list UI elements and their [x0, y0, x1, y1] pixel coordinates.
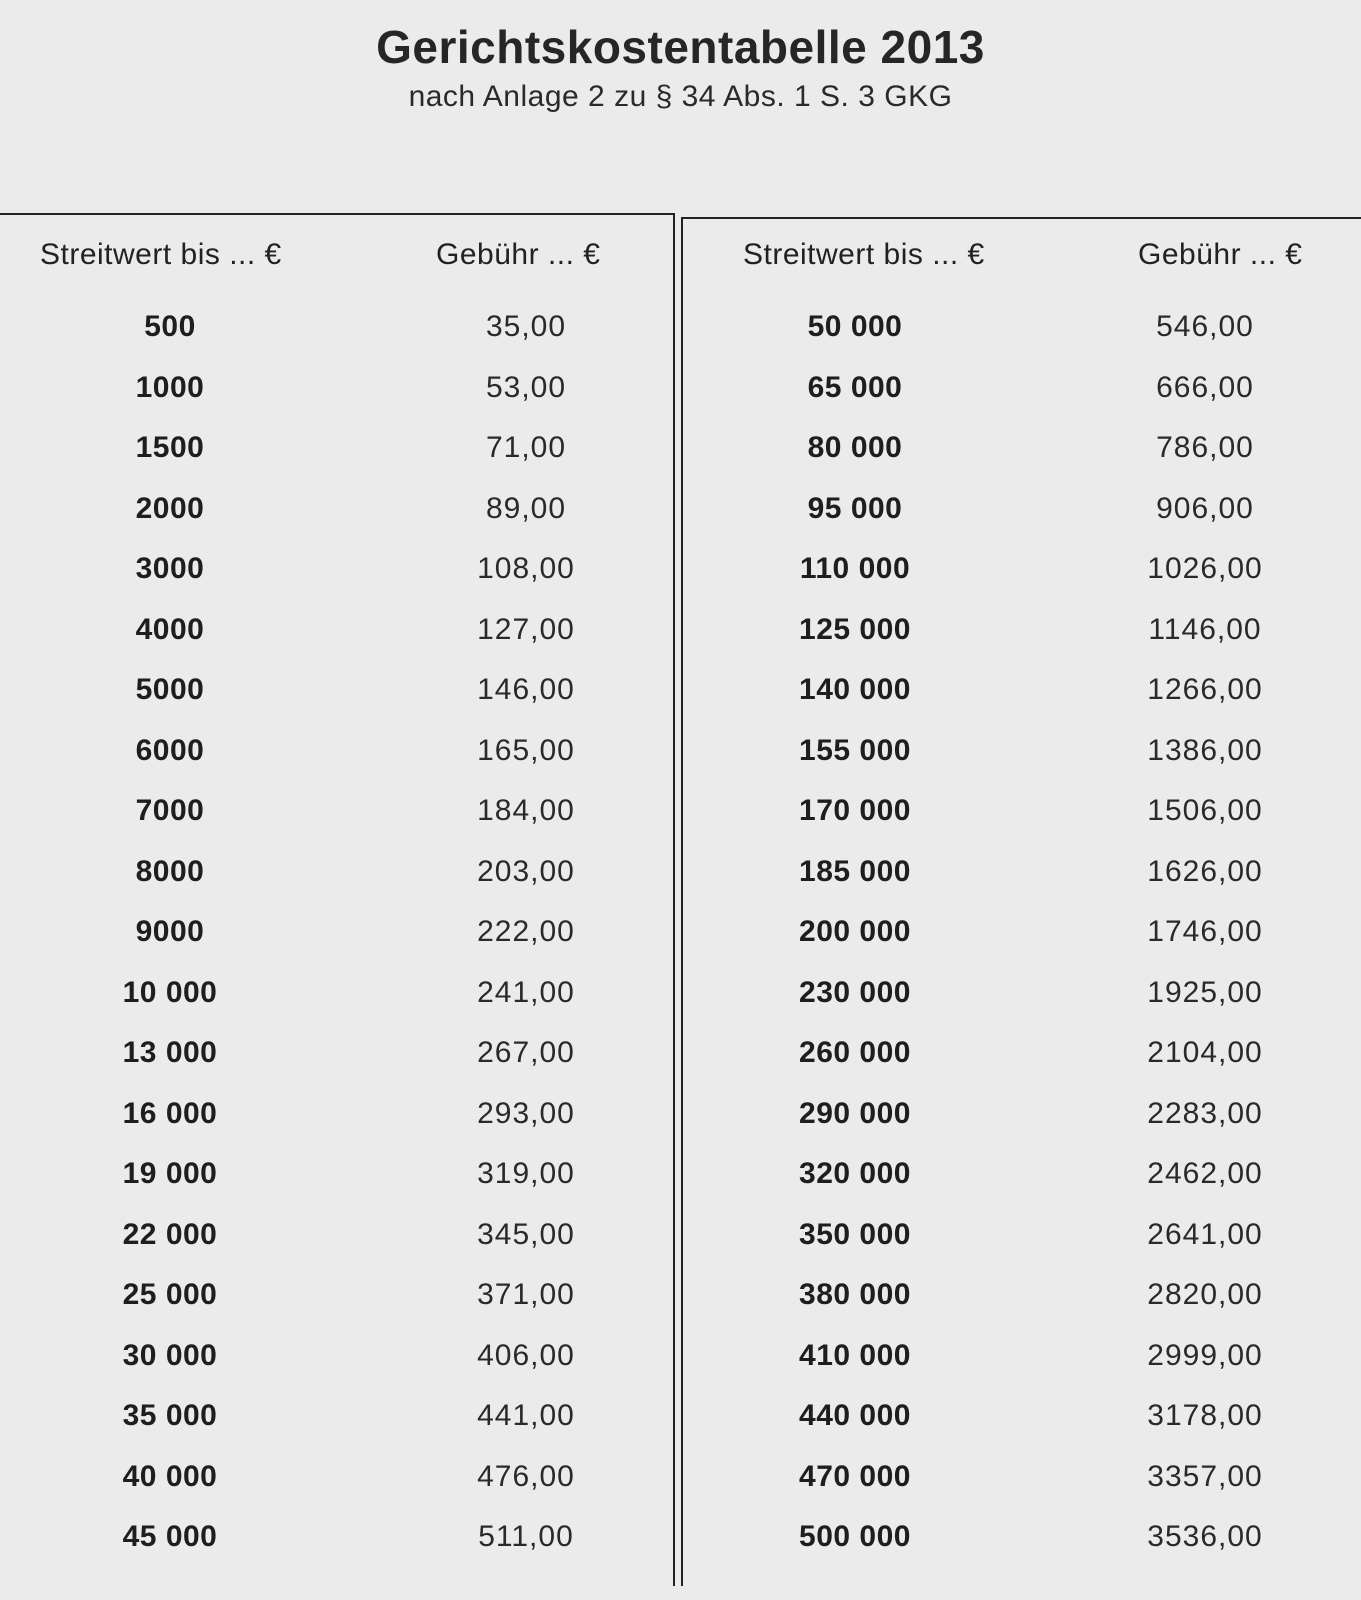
gebuehr-cell: 1626,00 — [1147, 854, 1263, 888]
table-row — [680, 1218, 1361, 1279]
page-subtitle: nach Anlage 2 zu § 34 Abs. 1 S. 3 GKG — [408, 80, 953, 113]
page-title: Gerichtskostentabelle 2013 — [376, 21, 985, 73]
streitwert-cell: 16 000 — [122, 1096, 218, 1130]
table-row — [680, 613, 1361, 674]
fee-table-right — [680, 210, 1361, 1600]
table-row — [680, 1460, 1361, 1521]
streitwert-cell: 95 000 — [807, 491, 903, 525]
table-row — [0, 673, 670, 734]
gebuehr-cell: 2999,00 — [1147, 1338, 1263, 1372]
table-row — [680, 1399, 1361, 1460]
table-row — [0, 371, 670, 432]
gebuehr-cell: 2462,00 — [1147, 1157, 1263, 1190]
table-row — [680, 371, 1361, 432]
table-row — [680, 794, 1361, 855]
gebuehr-cell: 267,00 — [477, 1036, 575, 1069]
streitwert-cell: 13 000 — [122, 1036, 218, 1069]
streitwert-cell: 45 000 — [122, 1520, 218, 1553]
gebuehr-cell: 319,00 — [477, 1157, 575, 1190]
table-row — [0, 976, 670, 1037]
gebuehr-cell: 2641,00 — [1147, 1217, 1263, 1251]
gebuehr-cell: 371,00 — [477, 1278, 575, 1311]
table-row — [0, 492, 670, 553]
table-row — [0, 431, 670, 492]
table-row — [0, 1097, 670, 1158]
streitwert-cell: 440 000 — [799, 1399, 911, 1432]
streitwert-cell: 410 000 — [799, 1338, 911, 1372]
streitwert-cell: 25 000 — [122, 1278, 218, 1311]
streitwert-cell: 9000 — [135, 915, 205, 948]
gebuehr-cell: 203,00 — [477, 854, 575, 888]
streitwert-cell: 65 000 — [807, 370, 903, 404]
gebuehr-cell: 165,00 — [477, 733, 575, 767]
gebuehr-cell: 345,00 — [477, 1217, 575, 1251]
table-row — [0, 1036, 670, 1097]
streitwert-cell: 6000 — [135, 733, 205, 767]
streitwert-cell: 200 000 — [799, 915, 911, 948]
gebuehr-cell: 241,00 — [477, 975, 575, 1009]
streitwert-cell: 30 000 — [122, 1338, 218, 1372]
rows-right — [680, 310, 1361, 1581]
streitwert-cell: 50 000 — [807, 310, 903, 343]
table-row — [0, 552, 670, 613]
streitwert-cell: 260 000 — [799, 1036, 911, 1069]
gebuehr-cell: 53,00 — [485, 370, 567, 404]
table-row — [0, 915, 670, 976]
gebuehr-cell: 1266,00 — [1147, 673, 1263, 706]
streitwert-cell: 380 000 — [799, 1278, 911, 1311]
gebuehr-cell: 35,00 — [485, 310, 567, 343]
streitwert-cell: 500 — [144, 310, 196, 343]
gebuehr-cell: 476,00 — [477, 1459, 575, 1493]
streitwert-cell: 80 000 — [807, 431, 903, 464]
gebuehr-cell: 1746,00 — [1147, 915, 1263, 948]
table-row — [0, 1520, 670, 1581]
streitwert-cell: 8000 — [135, 854, 205, 888]
table-row — [680, 1520, 1361, 1581]
fee-table-left — [0, 210, 670, 1600]
gebuehr-cell: 146,00 — [477, 673, 575, 706]
table-row — [0, 310, 670, 371]
streitwert-cell: 170 000 — [799, 794, 911, 827]
table-row — [0, 1339, 670, 1400]
streitwert-cell: 1500 — [135, 431, 205, 464]
streitwert-cell: 125 000 — [799, 612, 911, 646]
streitwert-cell: 2000 — [135, 491, 205, 525]
streitwert-cell: 350 000 — [799, 1217, 911, 1251]
gebuehr-cell: 546,00 — [1156, 310, 1254, 343]
table-row — [680, 1097, 1361, 1158]
gebuehr-cell: 511,00 — [478, 1520, 574, 1553]
streitwert-cell: 4000 — [135, 612, 205, 646]
table-row — [0, 1218, 670, 1279]
gebuehr-cell: 906,00 — [1156, 491, 1254, 525]
streitwert-cell: 140 000 — [799, 673, 911, 706]
gebuehr-cell: 3536,00 — [1147, 1520, 1263, 1553]
table-row — [680, 492, 1361, 553]
table-row — [680, 915, 1361, 976]
column-header-gebuehr: Gebühr ... € — [1138, 238, 1303, 271]
gebuehr-cell: 1026,00 — [1147, 552, 1263, 585]
table-row — [680, 552, 1361, 613]
gebuehr-cell: 1925,00 — [1147, 975, 1263, 1009]
table-row — [680, 310, 1361, 371]
gebuehr-cell: 89,00 — [485, 491, 567, 525]
gebuehr-cell: 2820,00 — [1147, 1278, 1263, 1311]
gebuehr-cell: 666,00 — [1156, 370, 1254, 404]
gebuehr-cell: 71,00 — [485, 431, 567, 464]
table-row — [680, 1278, 1361, 1339]
gebuehr-cell: 1506,00 — [1147, 794, 1263, 827]
table-row — [680, 1157, 1361, 1218]
streitwert-cell: 1000 — [135, 370, 205, 404]
gebuehr-cell: 293,00 — [477, 1096, 575, 1130]
streitwert-cell: 500 000 — [799, 1520, 911, 1553]
streitwert-cell: 10 000 — [122, 975, 218, 1009]
table-row — [680, 1339, 1361, 1400]
gebuehr-cell: 184,00 — [477, 794, 575, 827]
gebuehr-cell: 108,00 — [477, 552, 575, 585]
table-row — [680, 1036, 1361, 1097]
table-row — [680, 855, 1361, 916]
column-divider-left — [673, 214, 675, 1586]
streitwert-cell: 470 000 — [799, 1459, 911, 1493]
streitwert-cell: 290 000 — [799, 1096, 911, 1130]
table-row — [680, 734, 1361, 795]
table-row — [0, 1157, 670, 1218]
gebuehr-cell: 2104,00 — [1147, 1036, 1263, 1069]
gebuehr-cell: 1146,00 — [1148, 612, 1262, 646]
streitwert-cell: 185 000 — [799, 854, 911, 888]
streitwert-cell: 40 000 — [122, 1459, 218, 1493]
column-header-streitwert: Streitwert bis ... € — [40, 238, 282, 271]
gebuehr-cell: 127,00 — [477, 612, 575, 646]
streitwert-cell: 35 000 — [122, 1399, 218, 1432]
streitwert-cell: 230 000 — [799, 975, 911, 1009]
table-row — [0, 1278, 670, 1339]
table-row — [0, 1399, 670, 1460]
table-row — [0, 1460, 670, 1521]
table-row — [680, 976, 1361, 1037]
streitwert-cell: 19 000 — [122, 1157, 218, 1190]
table-row — [0, 734, 670, 795]
table-row — [0, 855, 670, 916]
streitwert-cell: 155 000 — [799, 733, 911, 767]
gebuehr-cell: 3178,00 — [1147, 1399, 1263, 1432]
streitwert-cell: 320 000 — [799, 1157, 911, 1190]
gebuehr-cell: 3357,00 — [1147, 1459, 1263, 1493]
gebuehr-cell: 1386,00 — [1147, 733, 1263, 767]
table-row — [680, 431, 1361, 492]
gebuehr-cell: 786,00 — [1156, 431, 1254, 464]
column-header-streitwert: Streitwert bis ... € — [743, 238, 985, 271]
column-header-gebuehr: Gebühr ... € — [436, 238, 601, 271]
streitwert-cell: 5000 — [135, 673, 205, 706]
gebuehr-cell: 441,00 — [477, 1399, 575, 1432]
streitwert-cell: 110 000 — [799, 552, 911, 585]
gebuehr-cell: 406,00 — [477, 1338, 575, 1372]
table-row — [0, 613, 670, 674]
table-row — [0, 794, 670, 855]
streitwert-cell: 7000 — [135, 794, 205, 827]
streitwert-cell: 3000 — [135, 552, 205, 585]
rows-left — [0, 310, 670, 1581]
table-row — [680, 673, 1361, 734]
streitwert-cell: 22 000 — [122, 1217, 218, 1251]
gebuehr-cell: 222,00 — [477, 915, 575, 948]
gebuehr-cell: 2283,00 — [1147, 1096, 1263, 1130]
